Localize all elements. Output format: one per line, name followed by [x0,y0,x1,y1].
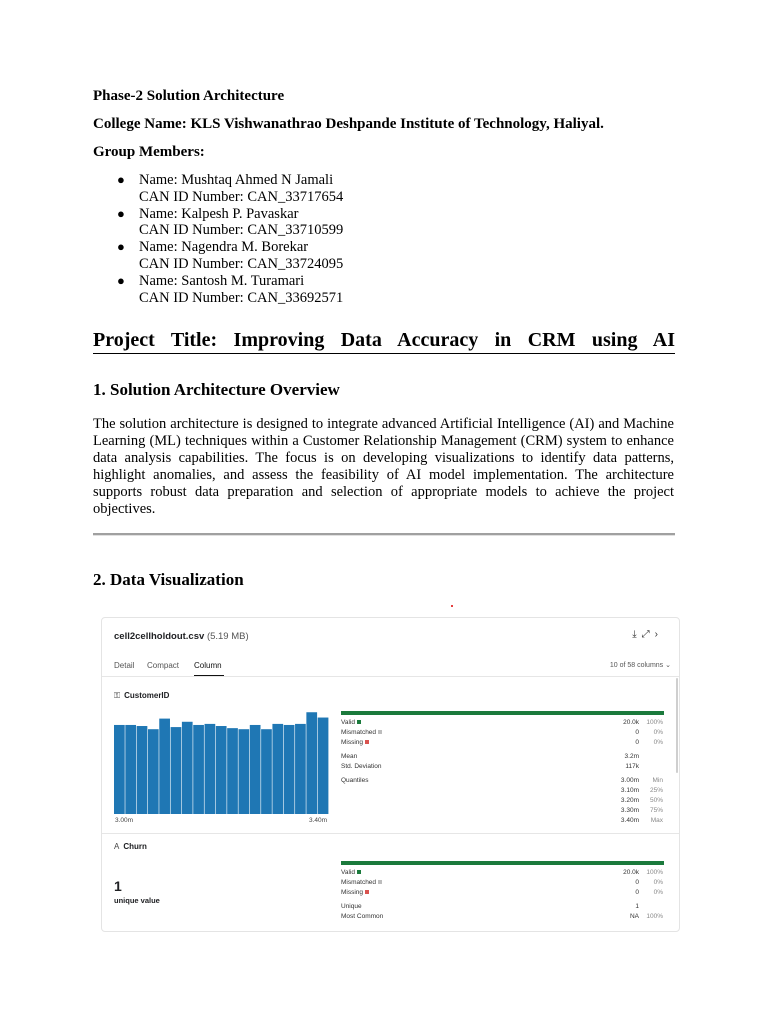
histogram-bar[interactable] [205,724,216,814]
stat-mismatched-pct: 0% [653,729,663,736]
churn-header [114,842,147,851]
member-name: Name: Kalpesh P. Pavaskar [139,205,299,222]
histogram-bar[interactable] [193,725,204,814]
unique-count: 1 [114,878,122,894]
quantile-min-label: Min [652,777,663,784]
histogram-bar[interactable] [295,724,306,814]
red-mark [451,605,453,607]
dataset-preview-panel [101,617,680,932]
stat-valid-value: 20.0k [623,869,639,876]
quantile-75-value: 3.30m [620,807,639,814]
tab-column[interactable]: Column [194,661,222,670]
chevron-down-icon: ⌄ [665,662,671,669]
college-name: College Name: KLS Vishwanathrao Deshpande Institute of Technology, Haliyal. [93,116,604,132]
member-name: Name: Mushtaq Ahmed N Jamali [139,172,334,188]
member-name: Name: Santosh M. Turamari [139,272,305,289]
quantile-50-value: 3.20m [620,797,639,804]
list-item [117,273,343,307]
chevron-right-icon[interactable]: › [654,629,663,640]
tab-detail[interactable]: Detail [114,661,135,670]
text-type-icon: A [114,842,120,851]
group-members-label: Group Members: [93,144,205,160]
stat-missing-label: Missing [341,889,369,896]
stat-quantiles-label: Quantiles [341,777,369,784]
histogram-bar[interactable] [238,729,249,814]
quantile-max-label: Max [650,817,663,824]
tabs-divider [102,676,679,677]
section2-heading: 2. Data Visualization [93,570,244,589]
member-can-id: CAN ID Number: CAN_33710599 [139,222,344,239]
quantile-25-value: 3.10m [620,787,639,794]
file-size: (5.19 MB) [206,631,249,642]
histogram-bar[interactable] [182,722,193,814]
bullet-icon: ● [117,172,125,187]
panel-actions [632,629,663,640]
x-axis-max-label: 3.40m [309,817,328,824]
stat-missing-value: 0 [635,739,639,746]
stat-unique-label: Unique [341,903,362,910]
stat-std-value: 117k [625,763,639,770]
stat-valid-pct: 100% [646,719,663,726]
stat-missing-pct: 0% [653,889,663,896]
customerid-histogram [114,708,329,814]
histogram-bar[interactable] [227,728,238,814]
stat-mismatched-value: 0 [635,879,639,886]
histogram-bar[interactable] [261,729,272,814]
stat-std-label: Std. Deviation [341,763,382,770]
column-count-select[interactable] [610,661,671,669]
histogram-bar[interactable] [318,718,329,814]
stat-mean-value: 3.2m [624,753,639,760]
stat-mismatched-label: Mismatched [341,729,382,736]
key-icon: ⚿ [114,691,121,700]
member-can-id: CAN ID Number: CAN_33692571 [139,289,344,306]
histogram-bar[interactable] [306,712,317,814]
file-title [114,631,249,642]
histogram-bar[interactable] [114,725,125,814]
section1-heading: 1. Solution Architecture Overview [93,380,340,399]
member-can-id: CAN ID Number: CAN_33724095 [139,255,344,272]
tab-compact[interactable]: Compact [147,661,180,670]
member-can-id: CAN ID Number: CAN_33717654 [139,188,344,205]
title-underline [93,353,675,354]
stat-missing-pct: 0% [653,739,663,746]
download-icon[interactable]: ⤓ [632,629,642,640]
histogram-bar[interactable] [272,724,283,814]
column-label: CustomerID [124,691,170,700]
unique-value-label: unique value [114,896,160,905]
histogram-bar[interactable] [284,725,295,814]
stat-valid-label: Valid [341,719,361,726]
stat-valid-value: 20.0k [623,719,639,726]
quantile-max-value: 3.40m [620,817,639,824]
list-item [117,239,343,273]
stat-missing-value: 0 [635,889,639,896]
valid-ratio-bar [341,861,664,865]
customerid-header [114,691,169,701]
stat-mismatched-label: Mismatched [341,879,382,886]
mismatched-swatch [378,730,382,734]
histogram-bar[interactable] [159,719,170,814]
histogram-bar[interactable] [125,725,136,814]
column-divider [102,833,679,834]
bullet-icon: ● [117,239,125,255]
quantile-50-label: 50% [649,797,663,804]
bullet-icon: ● [117,205,125,221]
quantile-75-label: 75% [649,807,663,814]
list-item [117,172,343,206]
bullet-icon: ● [117,272,125,288]
stat-mismatched-pct: 0% [653,879,663,886]
valid-ratio-bar [341,711,664,715]
quantile-25-label: 25% [649,787,663,794]
histogram-bar[interactable] [250,725,261,814]
member-name: Name: Nagendra M. Borekar [139,239,309,256]
histogram-bar[interactable] [137,726,148,814]
stat-unique-value: 1 [635,903,639,910]
stat-most-common-label: Most Common [341,913,384,920]
stat-missing-label: Missing [341,739,369,746]
phase-heading: Phase-2 Solution Architecture [93,88,285,104]
file-name[interactable]: cell2cellholdout.csv [114,631,205,642]
stat-mismatched-value: 0 [635,729,639,736]
column-count: 10 of 58 columns [609,662,664,669]
histogram-bar[interactable] [148,729,159,814]
x-axis-min-label: 3.00m [115,817,134,824]
project-title: Project Title: Improving Data Accuracy in CRM using AI [93,329,675,351]
quantile-min-value: 3.00m [620,777,639,784]
stat-most-common-value: NA [629,913,639,920]
missing-swatch [365,740,369,744]
column-label: Churn [123,842,147,851]
histogram-bar[interactable] [171,727,182,814]
histogram-bar[interactable] [216,726,227,814]
stat-mean-label: Mean [341,753,358,760]
stat-valid-pct: 100% [646,869,663,876]
stat-valid-label: Valid [341,869,361,876]
valid-swatch [357,720,361,724]
list-item [117,206,343,240]
vertical-scrollbar[interactable] [676,678,678,773]
horizontal-divider [93,533,675,536]
members-list [117,172,343,306]
expand-icon[interactable]: ⤢ [641,629,655,640]
stat-most-common-pct: 100% [646,913,663,920]
section1-body: The solution architecture is designed to integrate advanced Artificial Intelligence (AI) and Machine Learning (ML) techniques within a Customer Relationship Management (CRM) system to enhance data analysis capabilities. The focus is on developing visualizations to identify data patterns, highlight anomalies, and assess the feasibility of AI model implementation. The architecture supports robust data preparation and selection of appropriate models to achieve the project objectives. [93,416,674,517]
